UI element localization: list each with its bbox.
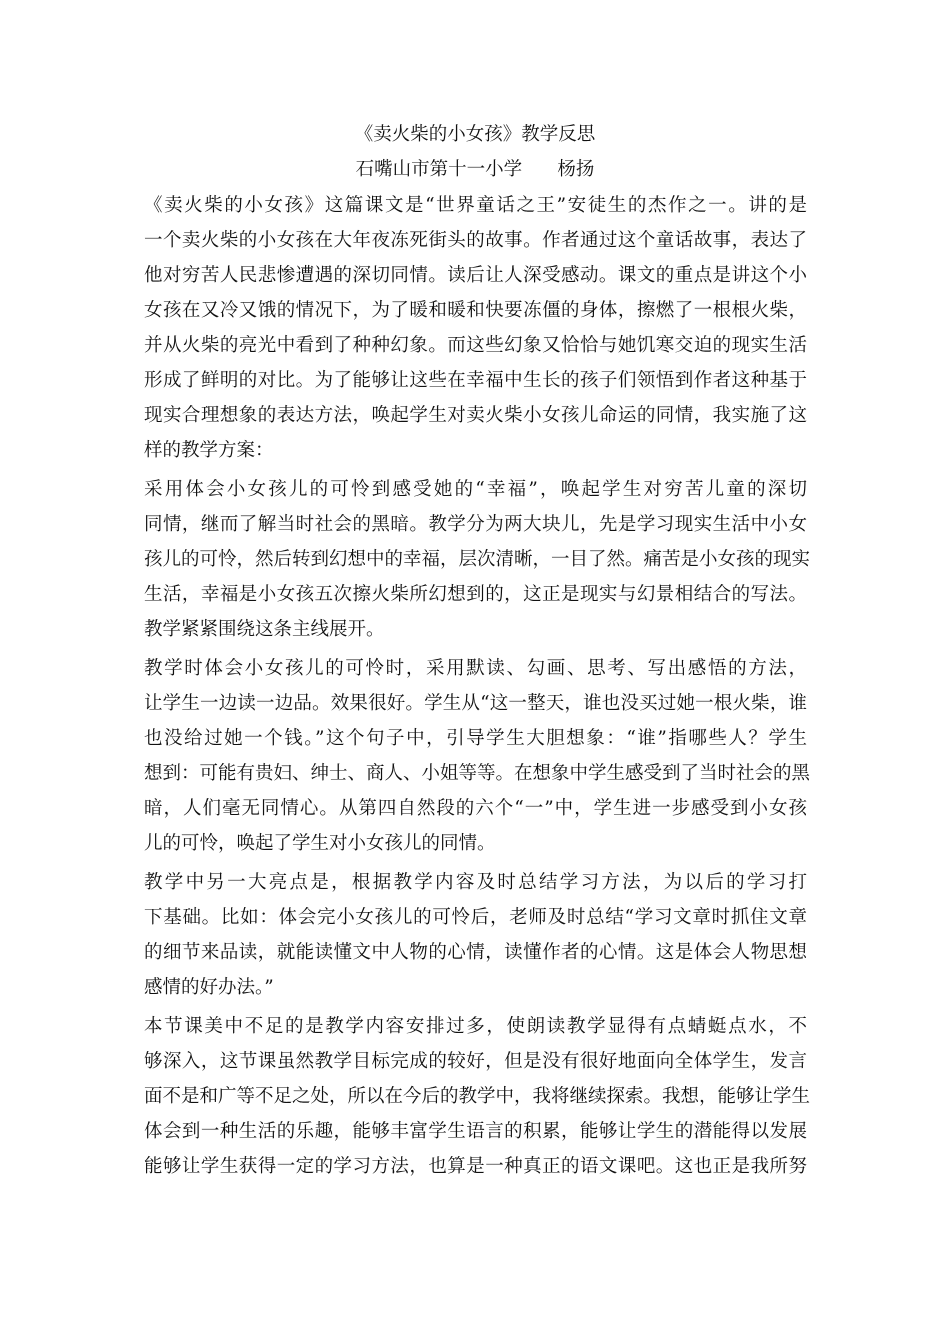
body-line: 想到：可能有贵妇、绅士、商人、小姐等等。在想象中学生感受到了当时社会的黑 (144, 763, 811, 784)
body-line: 体会到一种生活的乐趣，能够丰富学生语言的积累，能够让学生的潜能得以发展 (144, 1121, 807, 1142)
body-line: 生活，幸福是小女孩五次擦火柴所幻想到的，这正是现实与幻景相结合的写法。 (144, 584, 807, 605)
body-line: 教学时体会小女孩儿的可怜时，采用默读、勾画、思考、写出感悟的方法， (144, 658, 807, 679)
body-line: 够深入，这节课虽然教学目标完成的较好，但是没有很好地面向全体学生，发言 (144, 1051, 807, 1072)
body-line: 并从火柴的亮光中看到了种种幻象。而这些幻象又恰恰与她饥寒交迫的现实生活 (144, 335, 807, 356)
body-line: 让学生一边读一边品。效果很好。学生从“这一整天，谁也没买过她一根火柴，谁 (144, 693, 807, 714)
body-line: 采用体会小女孩儿的可怜到感受她的“幸福”，唤起学生对穷苦儿童的深切 (144, 479, 807, 500)
body-line: 儿的可怜，唤起了学生对小女孩儿的同情。 (144, 833, 496, 854)
body-line: 教学中另一大亮点是，根据教学内容及时总结学习方法，为以后的学习打 (144, 872, 807, 893)
body-line: 现实合理想象的表达方法，唤起学生对卖火柴小女孩儿命运的同情，我实施了这 (144, 405, 807, 426)
body-line: 样的教学方案： (144, 440, 274, 461)
body-line: 同情，继而了解当时社会的黑暗。教学分为两大块儿，先是学习现实生活中小女 (144, 514, 807, 535)
body-line: 形成了鲜明的对比。为了能够让这些在幸福中生长的孩子们领悟到作者这种基于 (144, 370, 807, 391)
body-line: 感情的好办法。” (144, 977, 274, 998)
body-line: 面不是和广等不足之处，所以在今后的教学中，我将继续探索。我想，能够让学生 (144, 1086, 811, 1107)
document-subtitle: 石嘴山市第十一小学 杨扬 (355, 159, 595, 180)
body-line: 下基础。比如：体会完小女孩儿的可怜后，老师及时总结“学习文章时抓住文章 (144, 907, 807, 928)
body-line: 一个卖火柴的小女孩在大年夜冻死街头的故事。作者通过这个童话故事，表达了 (144, 230, 807, 251)
body-line: 的细节来品读，就能读懂文中人物的心情，读懂作者的心情。这是体会人物思想 (144, 942, 807, 963)
body-line: 教学紧紧围绕这条主线展开。 (144, 619, 385, 640)
body-line: 能够让学生获得一定的学习方法，也算是一种真正的语文课吧。这也正是我所努 (144, 1156, 807, 1177)
body-line: 女孩在又冷又饿的情况下，为了暖和暖和快要冻僵的身体，擦燃了一根根火柴， (144, 300, 807, 321)
body-line: 暗，人们毫无同情心。从第四自然段的六个“一”中，学生进一步感受到小女孩 (144, 798, 807, 819)
body-line: 他对穷苦人民悲惨遭遇的深切同情。读后让人深受感动。课文的重点是讲这个小 (144, 265, 807, 286)
body-line: 本节课美中不足的是教学内容安排过多，使朗读教学显得有点蜻蜓点水，不 (144, 1016, 807, 1037)
body-line: 也没给过她一个钱。”这个句子中，引导学生大胆想象：“谁”指哪些人？学生 (144, 728, 807, 749)
body-line: 《卖火柴的小女孩》这篇课文是“世界童话之王”安徒生的杰作之一。讲的是 (144, 195, 807, 216)
body-line: 孩儿的可怜，然后转到幻想中的幸福，层次清晰，一目了然。痛苦是小女孩的现实 (144, 549, 811, 570)
document-title: 《卖火柴的小女孩》教学反思 (354, 124, 596, 145)
